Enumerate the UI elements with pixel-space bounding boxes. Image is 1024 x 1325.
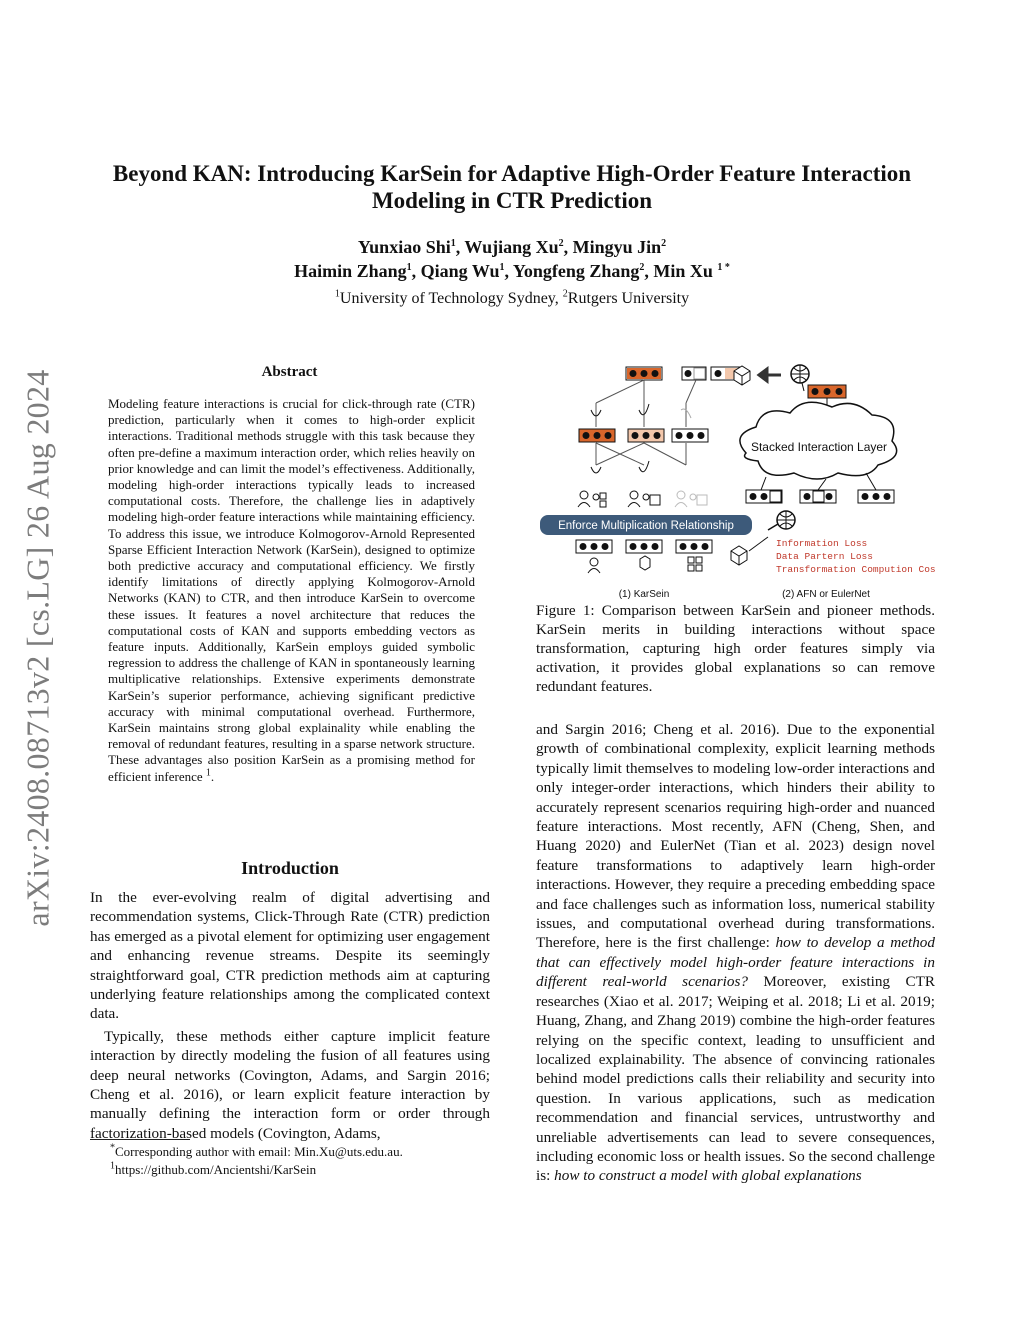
footnote-mark: 1 [110,1160,115,1172]
output-embeddings [626,367,741,380]
figure-1-diagram [536,355,935,603]
feature-group-icons [578,491,707,507]
abstract-heading: Abstract [261,364,318,380]
arrow-icon [768,524,778,530]
loss-item: Transformation Compution Cost [776,564,935,575]
subfigure-label-left: (1) KarSein [618,589,670,600]
author-line-2 [80,259,944,283]
figure-caption: Figure 1: Comparison between KarSein and pioneer methods. KarSein merits in building interactions without space transformation, capturing high order features simply via activation, it provides global explanations so can remove redundant features. [536,602,935,695]
arxiv-identifier [0,0,75,1325]
author-name: Mingyu Jin [572,237,662,257]
cube-icon [731,537,768,565]
right-text: Moreover, existing CTR researches (Xiao et al. 2017; Weiping et al. 2018; Li et al. 2019; Huang, Zhang, and Zhang 2019) combine the high-order features relying on the specific context, leading to unsufficient and localized explainability. The absence of convincing rationales behind model predictions calls their reliability and security into question. In various applications, such as medication recommendation and financial services, untrustworthy and unreliable advertisements can lead to severe consequences, including economic loss or health issues. So the second challenge is: [536,973,936,1185]
author-name: Yunxiao Shi [357,237,451,257]
author-sep: , [563,237,573,257]
input-embeddings [576,540,712,573]
paper-title [80,160,944,214]
arrow-left-icon [759,369,781,381]
abstract-text: Modeling feature interactions is crucial for click-through rate (CTR) prediction, particularly when it comes to high-order explicit interactions. Traditional methods struggle with this task because they often pre-define a maximum interaction order, which relies heavily on prior knowledge and can limit the model’s effectiveness. Additionally, modeling high-order interactions typically leads to increased computational costs. Therefore, the challenge lies in adaptively modeling high-order feature interactions while maintaining efficiency. To address this issue, we introduce Kolmogorov-Arnold Represented Sparse Efficient Interaction Network (KarSein), designed to optimize both predictive accuracy and computational efficiency. We firstly identify limitations of directly applying Kolmogorov-Arnold Networks (KAN) to CTR, and then introduce KarSein to overcome these issues. It features a novel architecture that reduces the computational costs of KAN and supports embedding vectors as feature inputs. Additionally, KarSein employs guided symbolic regression to address the challenge of KAN in spontaneously learning multiplicative relationships. Extensive experiments demonstrate KarSein’s superior performance, achieving significant predictive accuracy with minimal computational overhead. Furthermore, KarSein maintains strong global explainality while enabling the removal of redundant features, resulting in a sparse network structure. These advantages also position KarSein as a promising method for efficient inference [108,396,475,784]
author-mark: 2 [558,238,564,249]
figure-1 [536,355,935,603]
author-name: Yongfeng Zhang [512,261,640,281]
stacked-interaction-cloud [740,402,897,479]
author-mark: 1 [406,262,412,273]
author-mark: 1 * [717,262,730,273]
author-sep: , [411,261,421,281]
enforce-banner [540,515,752,535]
hidden-embeddings [579,429,708,442]
affiliations [80,290,944,308]
author-mark: 1 [499,262,505,273]
title-line-1: Beyond KAN: Introducing KarSein for Adaptive High-Order Feature Interaction [112,161,912,186]
right-paragraph [536,720,935,1186]
affil-mark: 1 [334,288,340,300]
introduction-heading: Introduction [241,858,339,878]
author-name: Min Xu [653,261,713,281]
network-edges [596,380,696,465]
loss-list [776,538,935,575]
author-mark: 1 [450,238,456,249]
afn-bottom-vectors [746,490,894,503]
author-sep: , [644,261,654,281]
enforce-label: Enforce Multiplication Relationship [558,520,734,532]
right-text: and Sargin 2016; Cheng et al. 2016). Due to the exponential growth of combinational complexity, explicit learning methods typically limit themselves to modeling low-order interactions and only integer-order interactions, which hinders their ability to accurately represent scenarios requiring high-order and nuanced feature interactions. Most recently, AFN (Cheng, Shen, and Huang 2020) and EulerNet (Tian et al. 2023) design novel feature transformations to adaptively learn high-order interactions. However, they require a preceding embedding space and face challenges such as information loss, numerical stability issues, and computational overhead during transformations. Therefore, here is the first challenge: [536,721,935,952]
affil-name: University of Technology Sydney, [339,290,563,307]
footnote [110,1143,490,1161]
abstract-body [108,396,475,785]
author-list [80,235,944,283]
right-column-body [536,720,935,1186]
globe-icon [768,511,795,530]
loss-item: Data Partern Loss [776,551,873,562]
footnote-ref[interactable]: 1 [205,767,211,779]
footnote-mark: * [110,1142,115,1154]
intro-paragraph-1: In the ever-evolving realm of digital advertising and recommendation systems, Click-Through Rate (CTR) prediction has emerged as a pivotal element for optimizing user engagement and enhancing revenue streams. Despite its seemingly straightforward goal, CTR prediction methods aim at capturing underlying feature relationships among the complicated context data. [90,889,490,1023]
author-mark: 2 [661,238,667,249]
footnote-link[interactable]: https://github.com/Ancientshi/KarSein [115,1162,317,1177]
challenge-question-1: how to develop a method that can effectively model high-order feature interactions in different real-world scenarios? [536,934,935,991]
intro-paragraph-2: Typically, these methods either capture implicit feature interaction by directly modeling the fusion of all features using deep neural networks (Covington, Adams, and Sargin 2016; Cheng et al. 2016), or learn explicit feature interaction by manually defining the interaction form or order through factorization-based models (Covington, Adams, [90,1027,490,1142]
author-name: Qiang Wu [420,261,500,281]
challenge-question-2: how to construct a model with global explanations [554,1167,862,1185]
loss-item: Information Loss [776,538,868,549]
author-sep: , [504,261,513,281]
stacked-label: Stacked Interaction Layer [750,440,888,454]
footnotes [110,1143,490,1179]
footnote-text: Corresponding author with email: Min.Xu@uts.edu.au. [115,1144,403,1159]
author-name: Haimin Zhang [294,261,407,281]
title-line-2: Modeling in CTR Prediction [371,188,653,213]
affil-name: Rutgers University [567,290,690,307]
subfigure-label-right: (2) AFN or EulerNet [782,589,870,600]
footnote-divider [90,1139,190,1140]
globe-icon [791,365,809,383]
author-mark: 2 [639,262,645,273]
author-line-1 [80,235,944,259]
author-sep: , [455,237,465,257]
author-name: Wujiang Xu [464,237,559,257]
introduction-body [90,888,490,1143]
affil-mark: 2 [562,288,568,300]
abstract-end: . [210,768,215,784]
arxiv-id-text: arXiv:2408.08713v2 [cs.LG] 26 Aug 2024 [19,369,56,927]
footnote [110,1161,490,1179]
